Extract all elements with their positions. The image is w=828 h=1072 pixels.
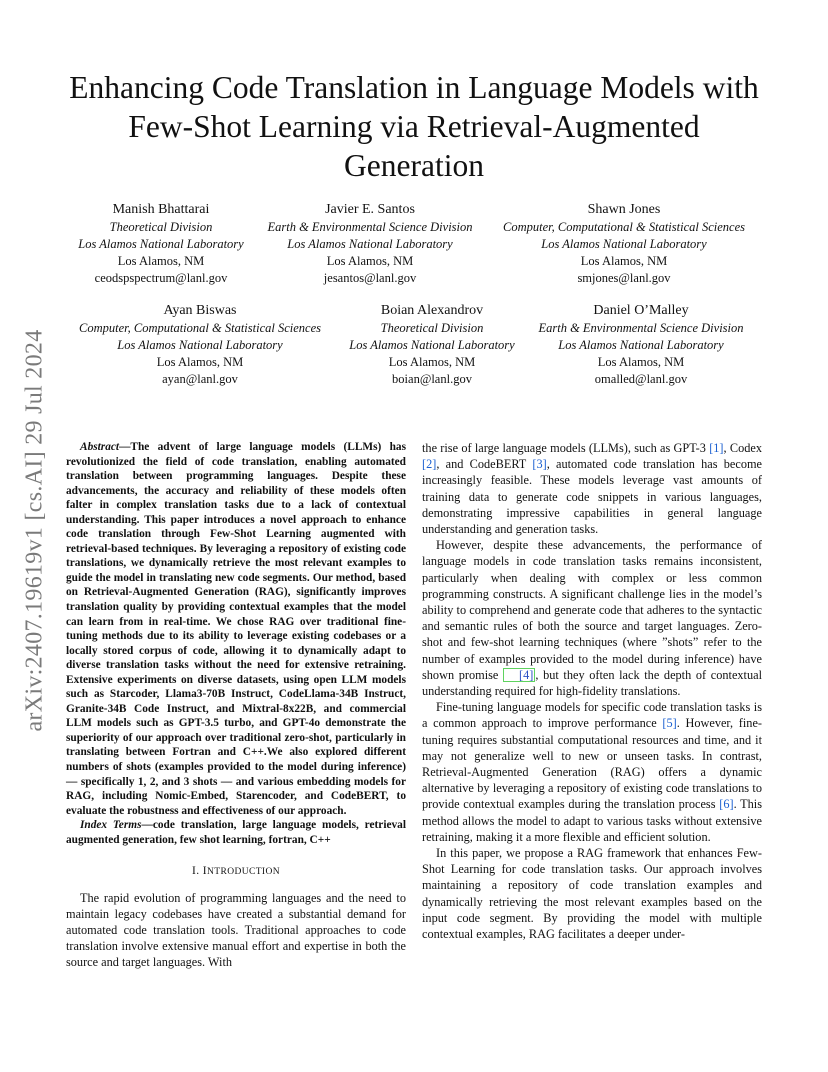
abstract-label: Abstract (80, 441, 120, 453)
author-location: Los Alamos, NM (156, 355, 244, 369)
author-block-6 (527, 302, 755, 388)
author-name: Ayan Biswas (163, 303, 237, 318)
citation-link[interactable]: [4] (503, 668, 535, 682)
intro-paragraph-3 (422, 537, 762, 699)
author-email: jesantos@lanl.gov (323, 271, 417, 285)
paper-title: Enhancing Code Translation in Language Models with Few-Shot Learning via Retrieval-Augmented Generation (69, 70, 759, 183)
author-name: Shawn Jones (587, 202, 661, 217)
author-email: ceodspspectrum@lanl.gov (94, 271, 228, 285)
citation-link[interactable]: [3] (532, 457, 547, 472)
arxiv-identifier (15, 300, 55, 760)
abstract-text: —The advent of large language models (LLMs) has revolutionized the field of code translation, enabling automated translation between programming languages. Despite these advancements, the accuracy and reliability of these models often falter in complex translation tasks due to a lack of contextual understanding. This paper introduces a novel approach to enhance code translation through Few-Shot Learning augmented with retrieval-based techniques. By leveraging a repository of existing code translations, we dynamically retrieve the most relevant examples to guide the model in translating new code segments. Our method, based on Retrieval-Augmented Generation (RAG), significantly improves translation quality by providing contextual examples that the model can learn from in real-time. We chose RAG over traditional fine-tuning methods due to its ability to leverage existing codebases or a locally stored corpus of code, allowing it to dynamically adapt to diverse translation tasks without the need for extensive retraining. Extensive experiments on diverse datasets, using open LLM models such as Starcoder, Llama3-70B Instruct, CodeLlama-34B Instruct, Granite-34B Code Instruct, and Mixtral-8x22B, and commercial LLM models such as GPT-3.5 turbo, and GPT-4o demonstrate the superiority of our approach over traditional zero-shot, particularly in translating between Fortran and C++.We also explored different numbers of shots (examples provided to the model during inference) — specifically 1, 2, and 3 shots — and various embedding models for RAG, including Nomic-Embed, Starencoder, and CodeBERT, to evaluate the robustness and effectiveness of our approach. (66, 441, 406, 817)
author-affiliation: Earth & Environmental Science Division (538, 321, 744, 335)
author-email: omalled@lanl.gov (594, 372, 688, 386)
citation-link[interactable]: [2] (422, 457, 437, 472)
author-affiliation: Computer, Computational & Statistical Sciences (503, 220, 745, 234)
author-name: Javier E. Santos (325, 202, 415, 217)
text-span: , and CodeBERT (436, 457, 533, 472)
author-block-4 (66, 302, 334, 388)
author-block-2 (256, 201, 484, 287)
author-email: smjones@lanl.gov (577, 271, 671, 285)
author-institution: Los Alamos National Laboratory (78, 237, 244, 251)
citation-link[interactable]: [5] (662, 716, 677, 731)
abstract (66, 440, 406, 818)
right-column (422, 440, 762, 942)
author-block-1 (70, 201, 252, 287)
author-location: Los Alamos, NM (326, 254, 414, 268)
author-name: Daniel O’Malley (593, 303, 689, 318)
author-affiliation: Earth & Environmental Science Division (267, 220, 473, 234)
author-location: Los Alamos, NM (117, 254, 205, 268)
section-number: I. (191, 865, 200, 878)
author-location: Los Alamos, NM (580, 254, 668, 268)
arxiv-identifier-text: arXiv:2407.19619v1 [cs.AI] 29 Jul 2024 (21, 328, 48, 732)
author-institution: Los Alamos National Laboratory (349, 338, 515, 352)
index-terms-text: —code translation, large language models, retrieval augmented generation, few shot learning, fortran, C++ (66, 819, 407, 846)
author-affiliation: Theoretical Division (380, 321, 484, 335)
text-span: the rise of large language models (LLMs), such as GPT-3 (422, 441, 710, 455)
index-terms (66, 818, 406, 847)
text-span: . However, fine-tuning requires substantial computational resources and time, and it may not generalize well to new or unseen tasks. In contrast, Retrieval-Augmented Generation (RAG) offers a dynamic alternative by leveraging a repository of existing code translations to provide contextual examples during the translation process (422, 716, 762, 812)
text-span: , Codex (723, 441, 762, 455)
author-affiliation: Theoretical Division (109, 220, 213, 234)
text-span: . This method allows the model to adapt to various tasks without extensive retraining, making it a more flexible and efficient solution. (422, 797, 763, 844)
author-name: Manish Bhattarai (112, 202, 210, 217)
intro-paragraph-2 (422, 440, 762, 537)
text-span: , automated code translation has become increasingly feasible. These models leverage vast amounts of training data to generate code snippets in various languages, demonstrating impressive capabilities in general language understanding and generation tasks. (422, 457, 762, 537)
author-affiliation: Computer, Computational & Statistical Sciences (79, 321, 321, 335)
text-span: Fine-tuning language models for specific code translation tasks is a common approach to improve performance (422, 700, 762, 731)
section-title-rest: NTRODUCTION (207, 867, 281, 878)
author-location: Los Alamos, NM (597, 355, 685, 369)
author-institution: Los Alamos National Laboratory (558, 338, 724, 352)
author-institution: Los Alamos National Laboratory (541, 237, 707, 251)
intro-paragraph-4 (422, 699, 762, 845)
author-institution: Los Alamos National Laboratory (117, 338, 283, 352)
left-column (66, 440, 406, 971)
section-heading-introduction (66, 863, 406, 880)
author-email: ayan@lanl.gov (162, 372, 238, 386)
author-name: Boian Alexandrov (380, 303, 484, 318)
citation-link[interactable]: [1] (709, 441, 724, 455)
section-title-initial: I (202, 865, 207, 878)
author-block-3 (490, 201, 758, 287)
index-terms-label: Index Terms (80, 819, 142, 832)
intro-paragraph-5: In this paper, we propose a RAG framework that enhances Few-Shot Learning for code translation tasks. Our approach involves maintaining a repository of code translation examples and dynamically retrieving the most relevant examples based on the input code segment. By providing the model with multiple contextual examples, RAG facilitates a deeper under- (422, 846, 762, 942)
author-block-5 (341, 302, 523, 388)
citation-link[interactable]: [6] (719, 797, 734, 812)
text-span: However, despite these advancements, the performance of language models in code translation tasks remains inconsistent, particularly when dealing with complex or less common programming constructs. A significant challenge lies in the model’s ability to comprehend and generate code that adheres to the syntactic and semantic rules of both the source and target languages. Zero-shot and few-shot learning techniques (where ”shots” refer to the number of examples provided to the model during inference) have shown promise (422, 538, 762, 682)
author-location: Los Alamos, NM (388, 355, 476, 369)
author-email: boian@lanl.gov (392, 372, 472, 386)
text-span: , but they often lack the depth of contextual understanding required for high-fidelity translations. (422, 667, 762, 699)
author-institution: Los Alamos National Laboratory (287, 237, 453, 251)
intro-paragraph-1: The rapid evolution of programming languages and the need to maintain legacy codebases have created a substantial demand for automated code translation tools. Traditional approaches to code translation involve extensive manual effort and expertise in both the source and target languages. With (66, 890, 406, 970)
